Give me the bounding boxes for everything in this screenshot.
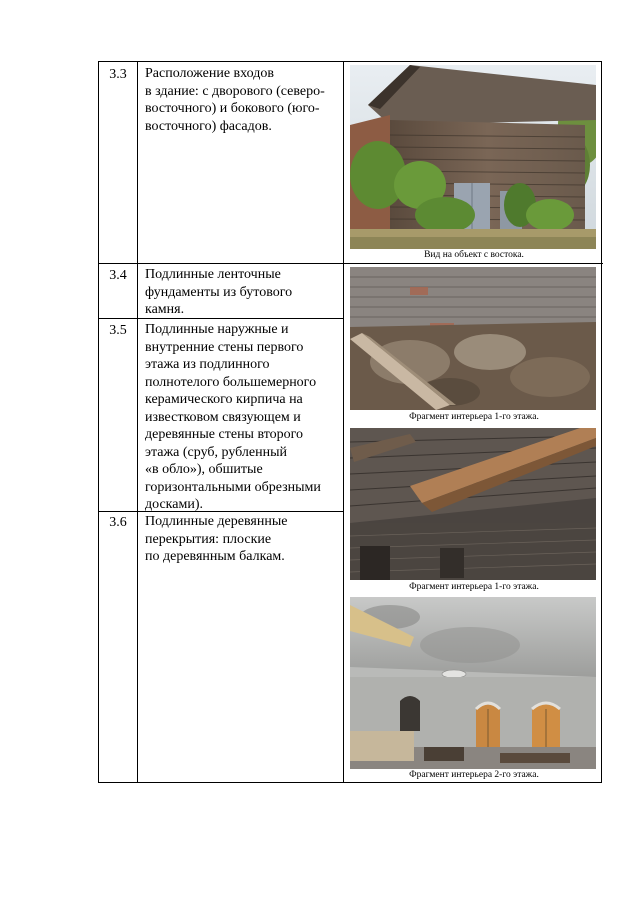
exterior-photo bbox=[350, 65, 596, 249]
heritage-table bbox=[98, 61, 602, 783]
second-floor-photo bbox=[350, 597, 596, 769]
photo-caption: Вид на объект с востока. bbox=[424, 250, 524, 260]
description-line: досками). bbox=[145, 497, 204, 512]
description-line: Подлинные наружные и bbox=[145, 322, 289, 337]
description-line: фундаменты из бутового bbox=[145, 284, 293, 300]
description-line: Подлинные ленточные bbox=[145, 267, 281, 282]
row-description bbox=[145, 513, 341, 566]
row-number: 3.4 bbox=[109, 268, 127, 283]
column-divider bbox=[343, 62, 344, 782]
ceiling-beams-photo bbox=[350, 428, 596, 580]
column-divider bbox=[137, 62, 138, 782]
description-line: этажа из подлинного bbox=[145, 357, 270, 372]
photo-caption: Фрагмент интерьера 1-го этажа. bbox=[409, 412, 539, 422]
row-number: 3.5 bbox=[109, 323, 127, 338]
description-line: деревянные стены второго bbox=[145, 427, 304, 442]
row-number: 3.6 bbox=[109, 515, 127, 530]
description-line: «в обло»), обшитые bbox=[145, 462, 263, 477]
description-line: перекрытия: плоские bbox=[145, 531, 272, 547]
photo-caption: Фрагмент интерьера 2-го этажа. bbox=[409, 770, 539, 780]
description-line: по деревянным балкам. bbox=[145, 549, 285, 564]
row-description bbox=[145, 266, 341, 319]
foundation-photo bbox=[350, 267, 596, 410]
photo-caption: Фрагмент интерьера 1-го этажа. bbox=[409, 582, 539, 592]
row-number: 3.3 bbox=[109, 67, 127, 82]
description-line: керамического кирпича на bbox=[145, 392, 303, 407]
description-line: Расположение входов bbox=[145, 66, 274, 81]
row-divider bbox=[99, 263, 603, 264]
description-line: в здание: с дворового (северо- bbox=[145, 83, 325, 99]
row-description bbox=[145, 321, 341, 514]
description-line: восточного) и бокового (юго- bbox=[145, 101, 320, 116]
description-line: известковом связующем и bbox=[145, 409, 301, 425]
description-line: этажа (сруб, рубленный bbox=[145, 444, 288, 460]
description-line: горизонтальными обрезными bbox=[145, 479, 321, 495]
description-line: внутренние стены первого bbox=[145, 339, 304, 355]
row-description bbox=[145, 65, 341, 135]
description-line: полнотелого большемерного bbox=[145, 374, 317, 390]
description-line: восточного) фасадов. bbox=[145, 118, 272, 134]
description-line: камня. bbox=[145, 302, 185, 317]
description-line: Подлинные деревянные bbox=[145, 514, 288, 529]
